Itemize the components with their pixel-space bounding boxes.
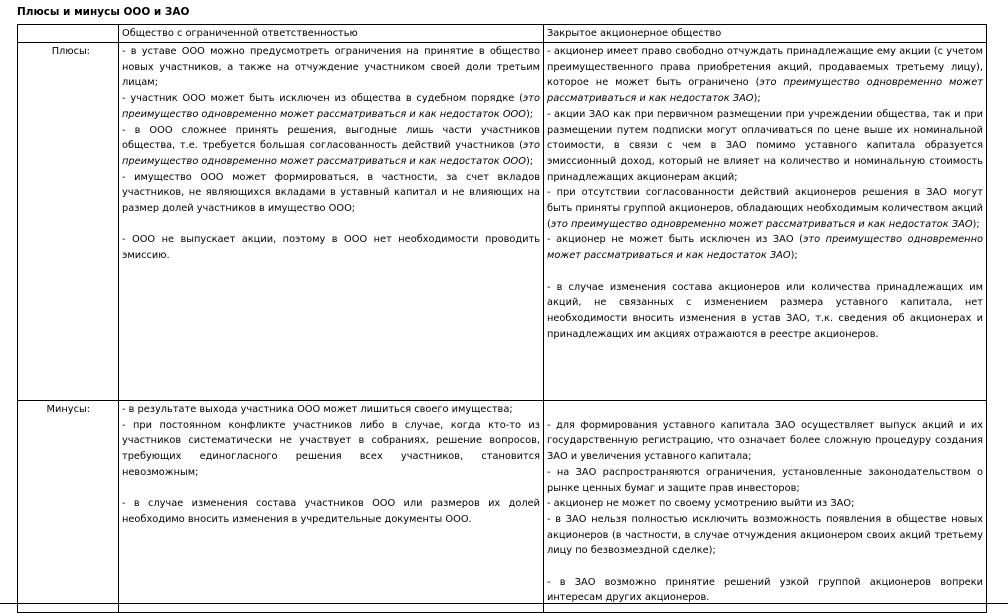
list-item [122, 44, 540, 91]
list-item [547, 44, 983, 107]
item-text: - ООО не выпускает акции, поэтому в ООО нет необходимости проводить эмиссию. [122, 234, 540, 262]
item-text: - в ЗАО возможно принятие решений узкой группой акционеров вопреки интересам других акционеров. [547, 576, 983, 604]
comparison-table [17, 24, 987, 613]
bottom-divider [0, 603, 1008, 604]
item-text: - при постоянном конфликте участников либо в случае, когда кто-то из участников систематически не участвует в собраниях, решение вопросов, требующих единогласного решения всех участников, становится невозможным; [122, 419, 540, 478]
list-item [547, 185, 983, 232]
item-text: - для формирования уставного капитала ЗАО осуществляет выпуск акций и их государственную регистрацию, что означает более сложную процедуру создания ЗАО и увеличения уставного капитала; [547, 419, 983, 463]
list-item [547, 575, 983, 606]
item-text: - акционер не может быть исключен из ЗАО ( [547, 234, 803, 246]
header-ooo: Общество с ограниченной ответственностью [119, 25, 544, 43]
italic-note: это преимущество одновременно может рассматриваться и как недостаток ЗАО [547, 234, 983, 262]
item-text: - в ЗАО нельзя полностью исключить возможность появления в обществе новых акционеров (в частности, в случае отчуждения акционером своих акций третьему лицу по безвозмездной сделке); [547, 513, 983, 557]
item-text: ); [753, 93, 761, 105]
header-empty-cell [18, 25, 119, 43]
row-label-minuses: Минусы: [18, 401, 119, 613]
cell-zao-pluses [544, 43, 987, 401]
list-item [547, 107, 983, 186]
item-text: - в результате выхода участника ООО может лишиться своего имущества; [122, 404, 513, 415]
cell-zao-minuses [544, 401, 987, 613]
table-row-pluses [18, 43, 987, 401]
header-zao: Закрытое акционерное общество [544, 25, 987, 43]
item-text: - акции ЗАО как при первичном размещении при учреждении общества, так и при размещении путем подписки могут оплачиваться по цене выше их номинальной стоимости, в связи с чем в ЗАО помимо уставного капитала образуется эмиссионный доход, который не влияет на количество и номинальную стоимость принадлежащих акционерам акций; [547, 108, 983, 183]
item-text: - акционер не может по своему усмотрению выйти из ЗАО; [547, 498, 855, 510]
list-item [122, 418, 540, 481]
list-item [122, 496, 540, 527]
list-item [122, 402, 540, 418]
item-text: - в случае изменения состава участников ООО или размеров их долей необходимо вносить изменения в учредительные документы ООО. [122, 498, 540, 525]
list-item [122, 232, 540, 263]
item-text: ); [525, 155, 534, 167]
cell-body [122, 402, 540, 528]
paragraph-gap [122, 481, 540, 497]
list-item [547, 496, 983, 512]
item-text: - участник ООО может быть исключен из общества в судебном порядке ( [122, 93, 523, 105]
paragraph-gap [547, 264, 983, 280]
table-header-row [18, 25, 987, 43]
paragraph-gap [547, 402, 983, 418]
cell-body [547, 44, 983, 342]
cell-body [547, 402, 983, 606]
cell-body [122, 44, 540, 264]
item-text: - в ООО сложнее принять решения, выгодные лишь части участников общества, т.е. требуется большая согласованность действий участников ( [122, 124, 540, 152]
item-text: - в уставе ООО можно предусмотреть ограничения на принятие в общество новых участников, а также на отчуждение участником своей доли третьим лицам; [122, 46, 540, 89]
row-label-pluses: Плюсы: [18, 43, 119, 401]
list-item [547, 232, 983, 263]
italic-note: это преимущество одновременно может рассматриваться и как недостаток ООО [122, 140, 540, 167]
list-item [547, 465, 983, 496]
item-text: ); [790, 250, 798, 262]
item-text: - в случае изменения состава акционеров или количества принадлежащих им акций, не связанных с изменением размера уставного капитала, нет необходимости вносить изменения в устав ЗАО, т.к. сведения об акционерах и принадлежащих им акциях отражаются в реестре акционеров. [547, 281, 983, 340]
table-row-minuses [18, 401, 987, 613]
item-text: - при отсутствии согласованности действий акционеров решения в ЗАО могут быть приняты группой акционеров, обладающих необходимым количеством акций ( [547, 187, 983, 230]
list-item [122, 170, 540, 217]
cell-ooo-pluses [119, 43, 544, 401]
list-item [122, 91, 540, 122]
item-text: - акционер имеет право свободно отчуждать принадлежащие ему акции (с учетом преимущественного права приобретения акций, продаваемых третьему лицу), которое не может быть ограничено ( [547, 46, 983, 89]
item-text: ); [525, 108, 534, 120]
item-text: - на ЗАО распространяются ограничения, установленные законодательством о рынке ценных бумаг и защите прав инвесторов; [547, 466, 983, 494]
list-item [547, 512, 983, 559]
italic-note: это преимущество одновременно может рассматриваться и как недостаток ЗАО [550, 218, 973, 230]
list-item [547, 280, 983, 343]
cell-ooo-minuses [119, 401, 544, 613]
paragraph-gap [122, 217, 540, 233]
page-title: Плюсы и минусы ООО и ЗАО [17, 6, 190, 18]
italic-note: это преимущество одновременно может рассматриваться и как недостаток ООО [122, 93, 540, 120]
paragraph-gap [547, 559, 983, 575]
list-item [122, 123, 540, 170]
italic-note: это преимущество одновременно может рассматриваться и как недостаток ЗАО [547, 77, 983, 105]
list-item [547, 418, 983, 465]
item-text: - имущество ООО может формироваться, в частности, за счет вкладов участников, не являющихся вкладами в уставный капитал и не влияющих на размер долей участников в имущество ООО; [122, 171, 540, 215]
item-text: ); [972, 218, 980, 230]
